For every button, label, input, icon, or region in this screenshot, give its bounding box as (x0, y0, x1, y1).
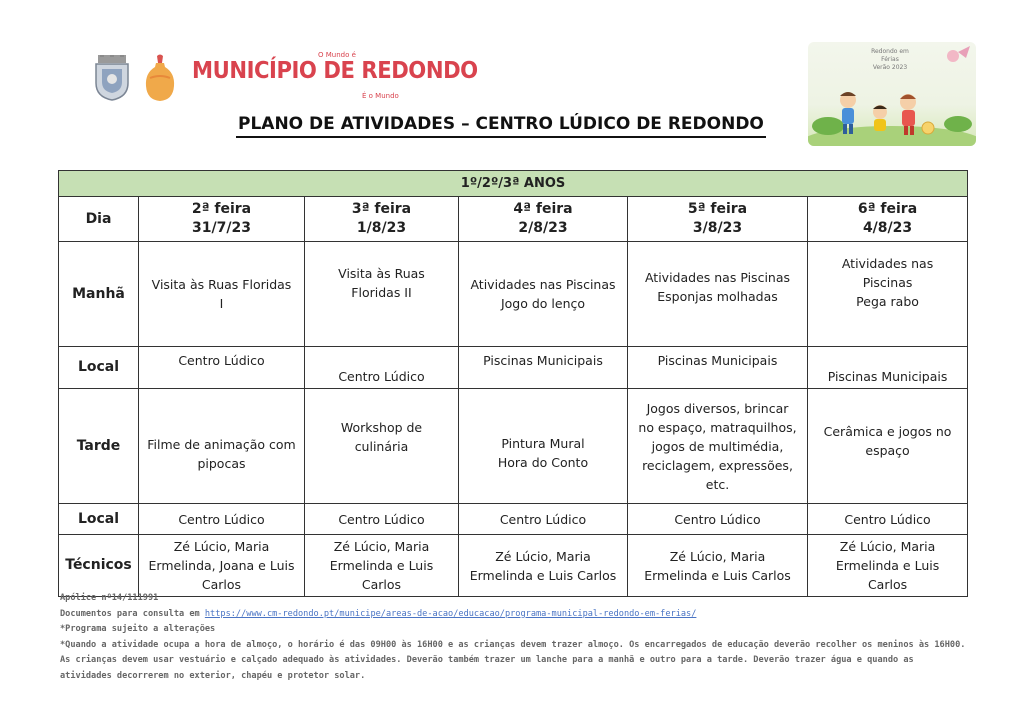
table-cell: Cerâmica e jogos no espaço (808, 389, 968, 504)
day-header: 3ª feira 1/8/23 (305, 197, 459, 242)
table-row-manha (59, 242, 968, 347)
table-cell: Atividades nas Piscinas Jogo do lenço (459, 242, 628, 347)
table-cell: Zé Lúcio, Maria Ermelinda e Luis Carlos (305, 535, 459, 597)
summer-holiday-logo (808, 42, 976, 146)
brand-name: MUNICÍPIO DE REDONDO (192, 58, 478, 84)
footer-notes (60, 591, 970, 685)
day-header-row (59, 197, 968, 242)
table-cell: Centro Lúdico (808, 504, 968, 535)
row-label: Técnicos (59, 535, 139, 597)
brand-slogan-top: O Mundo é (318, 51, 356, 59)
table-cell: Workshop de culinária (305, 389, 459, 504)
table-cell: Centro Lúdico (305, 504, 459, 535)
grade-band: 1º/2º/3ª ANOS (59, 171, 968, 197)
day-header: 5ª feira 3/8/23 (628, 197, 808, 242)
table-cell: Zé Lúcio, Maria Ermelinda e Luis Carlos (459, 535, 628, 597)
table-cell: Zé Lúcio, Maria Ermelinda, Joana e Luis Carlos (139, 535, 305, 597)
brand-slogan-bottom: É o Mundo (362, 92, 399, 100)
note-changes: *Programa sujeito a alterações (60, 624, 216, 635)
table-cell: Jogos diversos, brincar no espaço, matraquilhos, jogos de multimédia, reciclagem, expressões, etc. (628, 389, 808, 504)
table-cell: Atividades nas Piscinas Esponjas molhadas (628, 242, 808, 347)
table-cell: Visita às Ruas Floridas II (305, 242, 459, 347)
day-header: 6ª feira 4/8/23 (808, 197, 968, 242)
activities-table (58, 170, 968, 597)
row-label: Tarde (59, 389, 139, 504)
table-cell: Zé Lúcio, Maria Ermelinda e Luis Carlos (628, 535, 808, 597)
table-row-local (59, 504, 968, 535)
docs-link[interactable]: https://www.cm-redondo.pt/municipe/areas-de-acao/educacao/programa-municipal-redondo-em-ferias/ (204, 608, 697, 619)
table-row-tecnicos (59, 535, 968, 597)
note-lunch: *Quando a atividade ocupa a hora de almoço, o horário é das 09H00 às 16H00 e as crianças devem trazer almoço. Os encarregados de educação deverão recolher os meninos às 16H00. As crianças devem usar vestuário e calçado adequado às atividades. Deverão também trazer um lanche para a manhã e outro para a tarde. Deverão trazer água e quando as atividades decorrerem no exterior, chapéu e protetor solar. (60, 639, 966, 681)
row-label: Local (59, 504, 139, 535)
table-cell: Piscinas Municipais (459, 347, 628, 389)
table-cell: Visita às Ruas Floridas I (139, 242, 305, 347)
table-cell: Centro Lúdico (628, 504, 808, 535)
policy-number: Apólice nº14/111991 (60, 593, 159, 603)
table-row-local (59, 347, 968, 389)
day-header: 4ª feira 2/8/23 (459, 197, 628, 242)
table-cell: Centro Lúdico (305, 347, 459, 389)
page-title: PLANO DE ATIVIDADES – CENTRO LÚDICO DE REDONDO (236, 114, 766, 138)
crest-icon (92, 55, 132, 101)
table-cell: Filme de animação com pipocas (139, 389, 305, 504)
corner-label: Dia (59, 197, 139, 242)
pot-logo-icon (144, 54, 176, 102)
table-cell: Pintura Mural Hora do Conto (459, 389, 628, 504)
docs-line: Documentos para consulta em https://www.cm-redondo.pt/municipe/areas-de-acao/educacao/programa-municipal-redondo-em-ferias/ (60, 608, 697, 619)
table-cell: Atividades nas Piscinas Pega rabo (808, 242, 968, 347)
table-cell: Centro Lúdico (139, 504, 305, 535)
table-cell: Centro Lúdico (139, 347, 305, 389)
table-cell: Centro Lúdico (459, 504, 628, 535)
row-label: Local (59, 347, 139, 389)
day-header: 2ª feira 31/7/23 (139, 197, 305, 242)
table-cell: Piscinas Municipais (808, 347, 968, 389)
table-cell: Zé Lúcio, Maria Ermelinda e Luis Carlos (808, 535, 968, 597)
page-header (0, 0, 1024, 165)
summer-logo-text: Redondo em Férias Verão 2023 (871, 48, 909, 71)
table-cell: Piscinas Municipais (628, 347, 808, 389)
table-row-tarde (59, 389, 968, 504)
row-label: Manhã (59, 242, 139, 347)
